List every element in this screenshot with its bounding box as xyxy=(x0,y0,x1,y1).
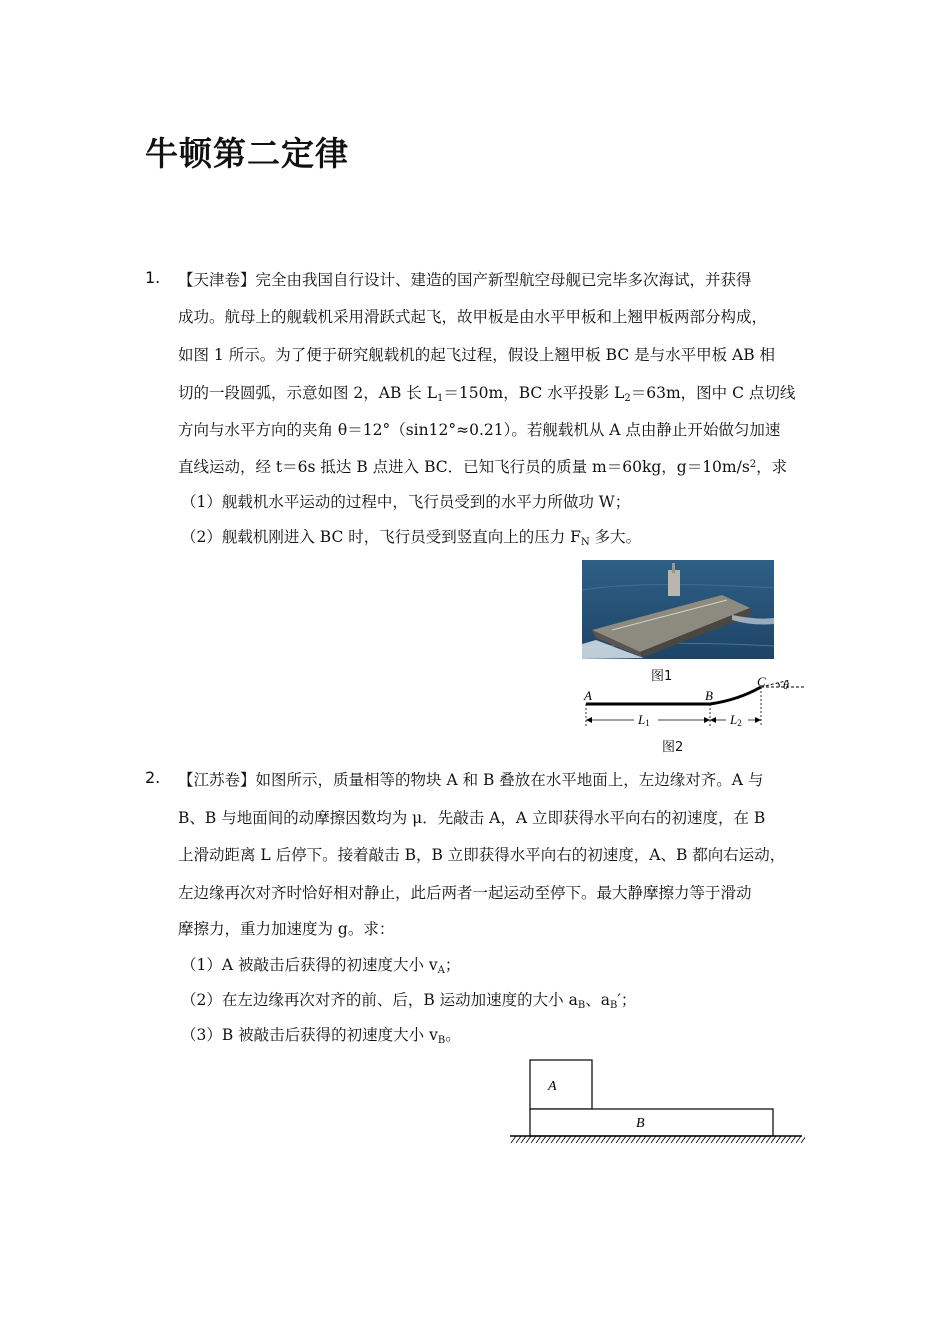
hatch-mark xyxy=(631,1136,636,1143)
hatch-mark xyxy=(791,1136,796,1143)
hatch-mark xyxy=(736,1136,741,1143)
hatch-mark xyxy=(621,1136,626,1143)
hatch-mark xyxy=(766,1136,771,1143)
q2-line-5: 摩擦力，重力加速度为 g。求： xyxy=(178,920,395,938)
hatch-mark xyxy=(651,1136,656,1143)
hatch-mark xyxy=(656,1136,661,1143)
hatch-mark xyxy=(671,1136,676,1143)
hatch-mark xyxy=(711,1136,716,1143)
block-a-label: A xyxy=(548,1079,557,1094)
hatch-mark xyxy=(551,1136,556,1143)
hatch-mark xyxy=(761,1136,766,1143)
hatch-mark xyxy=(751,1136,756,1143)
q2-part-1: （1）A 被敲击后获得的初速度大小 $v_A$； xyxy=(181,956,461,976)
aircraft-carrier-photo xyxy=(582,560,774,659)
hatch-mark xyxy=(726,1136,731,1143)
deck-diagram xyxy=(578,674,808,736)
hatch-mark xyxy=(516,1136,521,1143)
hatch-mark xyxy=(731,1136,736,1143)
q1-line-6: 直线运动，经 t＝6s 抵达 B 点进入 BC．已知飞行员的质量 m＝60kg，$g=10m/s^2$，求 xyxy=(178,458,788,476)
hatch-mark xyxy=(596,1136,601,1143)
hatch-mark xyxy=(771,1136,776,1143)
hatch-mark xyxy=(591,1136,596,1143)
hatch-mark xyxy=(706,1136,711,1143)
hatch-mark xyxy=(566,1136,571,1143)
question-2-number: 2. xyxy=(145,768,161,787)
label-l2: L2 xyxy=(730,712,742,728)
q1-line-5: 方向与水平方向的夹角 θ＝12°（sin12°≈0.21）。若舰载机从 A 点由静止开始做匀加速 xyxy=(178,421,781,439)
stacked-blocks-diagram xyxy=(505,1057,805,1149)
hatch-mark xyxy=(531,1136,536,1143)
hatch-mark xyxy=(801,1136,805,1143)
q1-part-1: （1）舰载机水平运动的过程中，飞行员受到的水平力所做功 W； xyxy=(181,493,631,511)
label-b: B xyxy=(705,688,713,703)
hatch-mark xyxy=(786,1136,791,1143)
hatch-mark xyxy=(756,1136,761,1143)
hatch-mark xyxy=(776,1136,781,1143)
ramp-bc xyxy=(710,687,761,704)
hatch-mark xyxy=(716,1136,721,1143)
q2-line-4: 左边缘再次对齐时恰好相对静止，此后两者一起运动至停下。最大静摩擦力等于滑动 xyxy=(178,884,752,902)
label-theta: θ xyxy=(783,678,789,692)
hatch-mark xyxy=(701,1136,706,1143)
q2-line-2: B、B 与地面间的动摩擦因数均为 μ．先敲击 A，A 立即获得水平向右的初速度，在 B xyxy=(178,809,766,827)
figure-2-caption: 图2 xyxy=(662,740,684,755)
hatch-mark xyxy=(696,1136,701,1143)
hatch-mark xyxy=(521,1136,526,1143)
hatch-mark xyxy=(616,1136,621,1143)
q1-line-1: 【天津卷】完全由我国自行设计、建造的国产新型航空母舰已完毕多次海试，并获得 xyxy=(178,271,752,289)
hatch-mark xyxy=(686,1136,691,1143)
hatch-mark xyxy=(666,1136,671,1143)
page-title: 牛顿第二定律 xyxy=(145,134,349,173)
figure-1-caption: 图1 xyxy=(651,669,673,684)
hatch-mark xyxy=(746,1136,751,1143)
q1-line-3: 如图 1 所示。为了便于研究舰载机的起飞过程，假设上翘甲板 BC 是与水平甲板 AB 相 xyxy=(178,346,776,364)
hatch-mark xyxy=(611,1136,616,1143)
block-b-label: B xyxy=(636,1116,645,1131)
block-a xyxy=(530,1060,592,1109)
q2-line-3: 上滑动距离 L 后停下。接着敲击 B，B 立即获得水平向右的初速度，A、B 都向右运动， xyxy=(178,846,786,864)
q1-part-2: （2）舰载机刚进入 BC 时，飞行员受到竖直向上的压力 $F_N$ 多大。 xyxy=(181,528,642,548)
hatch-mark xyxy=(676,1136,681,1143)
q2-source: 【江苏卷】 xyxy=(178,771,256,789)
label-l1: L1 xyxy=(638,712,650,728)
q2-part-3: （3）B 被敲击后获得的初速度大小 $v_B$。 xyxy=(181,1026,461,1046)
hatch-mark xyxy=(721,1136,726,1143)
hatch-mark xyxy=(576,1136,581,1143)
hatch-mark xyxy=(536,1136,541,1143)
hatch-mark xyxy=(581,1136,586,1143)
hatch-mark xyxy=(741,1136,746,1143)
hatch-mark xyxy=(546,1136,551,1143)
q1-line-2: 成功。航母上的舰载机采用滑跃式起飞，故甲板是由水平甲板和上翘甲板两部分构成， xyxy=(178,308,768,326)
hatch-mark xyxy=(691,1136,696,1143)
hatch-mark xyxy=(796,1136,801,1143)
hatch-mark xyxy=(541,1136,546,1143)
hatch-mark xyxy=(556,1136,561,1143)
hatch-mark xyxy=(636,1136,641,1143)
question-1-number: 1. xyxy=(145,268,161,287)
q2-line-1: 【江苏卷】如图所示，质量相等的物块 A 和 B 叠放在水平地面上，左边缘对齐。A 与 xyxy=(178,771,764,789)
hatch-mark xyxy=(626,1136,631,1143)
hatch-mark xyxy=(646,1136,651,1143)
block-b xyxy=(530,1109,773,1136)
label-a: A xyxy=(584,688,592,703)
q1-source: 【天津卷】 xyxy=(178,271,256,289)
hatch-mark xyxy=(561,1136,566,1143)
hatch-mark xyxy=(681,1136,686,1143)
ground-hatching xyxy=(511,1136,805,1143)
hatch-mark xyxy=(641,1136,646,1143)
hatch-mark xyxy=(606,1136,611,1143)
hatch-mark xyxy=(526,1136,531,1143)
q2-part-2: （2）在左边缘再次对齐的前、后，B 运动加速度的大小 $a_B$、$a_B'$； xyxy=(181,991,637,1011)
hatch-mark xyxy=(586,1136,591,1143)
hatch-mark xyxy=(571,1136,576,1143)
hatch-mark xyxy=(661,1136,666,1143)
hatch-mark xyxy=(511,1136,516,1143)
label-c: C xyxy=(757,674,766,689)
hatch-mark xyxy=(781,1136,786,1143)
hatch-mark xyxy=(601,1136,606,1143)
q1-line-4: 切的一段圆弧，示意如图 2，AB 长 $L_1=150m$，BC 水平投影 $L_2=63m$，图中 C 点切线 xyxy=(178,384,796,404)
